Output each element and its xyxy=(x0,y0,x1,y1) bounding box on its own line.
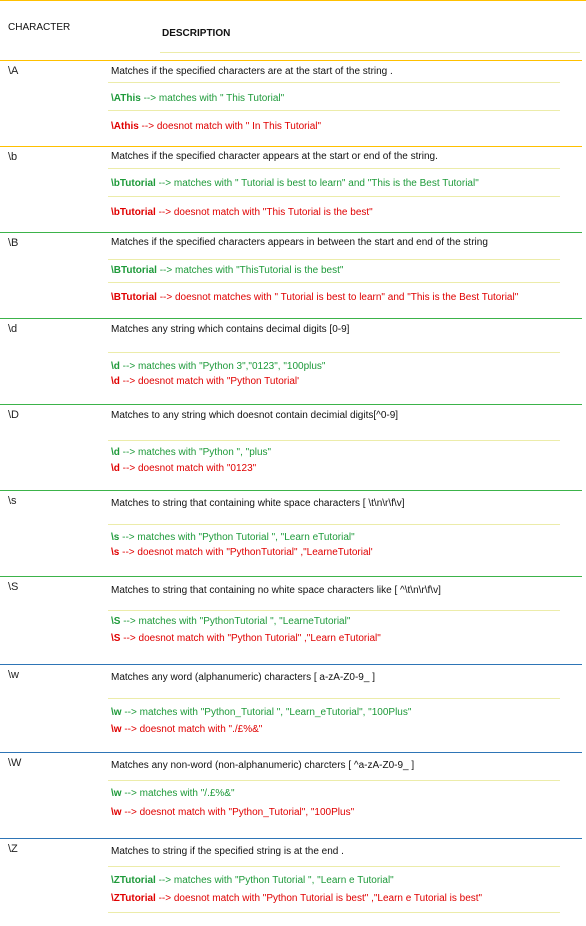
nomatch-text: --> doesnot match with "This Tutorial is the best" xyxy=(155,207,373,218)
character-cell: \s xyxy=(8,495,17,507)
match-example xyxy=(111,361,325,372)
character-cell: \B xyxy=(8,237,19,249)
match-text: --> matches with "/.£%&" xyxy=(121,788,235,799)
nomatch-example xyxy=(111,207,373,218)
header-character: CHARACTER xyxy=(8,22,71,33)
match-code: \BTutorial xyxy=(111,265,157,276)
row-rule xyxy=(108,168,560,169)
match-code: \s xyxy=(111,532,120,543)
top-border xyxy=(0,0,586,1)
match-example xyxy=(111,875,394,886)
nomatch-text: --> doesnot match with "PythonTutorial" ,"LearneTutorial' xyxy=(119,547,373,558)
table-row xyxy=(0,60,586,146)
description-cell: Matches any non-word (non-alphanumeric) charcters [ ^a-zA-Z0-9_ ] xyxy=(111,760,415,771)
row-rule xyxy=(108,259,560,260)
table-row xyxy=(0,318,586,404)
row-rule xyxy=(108,698,560,699)
description-cell: Matches to string if the specified string is at the end . xyxy=(111,846,344,857)
row-divider xyxy=(0,404,582,405)
match-text: --> matches with " This Tutorial" xyxy=(140,93,285,104)
description-cell: Matches to string that containing white space characters [ \t\n\r\f\v] xyxy=(111,498,405,509)
row-rule xyxy=(108,196,560,197)
nomatch-code: \bTutorial xyxy=(111,207,156,218)
table-row xyxy=(0,232,586,318)
nomatch-code: \w xyxy=(111,724,122,735)
row-rule xyxy=(108,866,560,867)
match-code: \ZTutorial xyxy=(111,875,156,886)
nomatch-text: --> doesnot match with "./£%&" xyxy=(121,724,263,735)
row-divider xyxy=(0,838,582,839)
nomatch-text: --> doesnot match with "0123" xyxy=(119,463,257,474)
character-cell: \b xyxy=(8,151,18,163)
nomatch-text: --> doesnot match with " In This Tutorial" xyxy=(138,121,322,132)
row-rule xyxy=(108,352,560,353)
match-example xyxy=(111,178,479,189)
character-cell: \A xyxy=(8,65,19,77)
match-example xyxy=(111,788,235,799)
nomatch-code: \d xyxy=(111,463,120,474)
nomatch-example xyxy=(111,292,518,303)
row-divider xyxy=(0,490,582,491)
header-divider xyxy=(160,52,580,53)
match-example xyxy=(111,93,284,104)
nomatch-code: \d xyxy=(111,376,120,387)
match-code: \d xyxy=(111,447,120,458)
nomatch-text: --> doesnot match with "Python Tutorial' xyxy=(119,376,300,387)
nomatch-example xyxy=(111,547,373,558)
match-text: --> matches with "Python_Tutorial ", "Learn_eTutorial", "100Plus" xyxy=(121,707,412,718)
match-text: --> matches with "Python 3","0123", "100plus" xyxy=(119,361,326,372)
nomatch-example xyxy=(111,376,299,387)
row-divider xyxy=(0,232,582,233)
match-text: --> matches with "PythonTutorial ", "LearneTutorial" xyxy=(120,616,351,627)
match-text: --> matches with "ThisTutorial is the best" xyxy=(156,265,344,276)
description-cell: Matches if the specified characters appears in between the start and end of the string xyxy=(111,237,488,248)
row-rule xyxy=(108,780,560,781)
row-rule xyxy=(108,82,560,83)
match-text: --> matches with "Python Tutorial ", "Learn eTutorial" xyxy=(119,532,355,543)
nomatch-example xyxy=(111,121,321,132)
row-divider xyxy=(0,576,582,577)
nomatch-code: \ZTutorial xyxy=(111,893,156,904)
row-rule xyxy=(108,110,560,111)
character-cell: \D xyxy=(8,409,19,421)
nomatch-example xyxy=(111,633,381,644)
match-example xyxy=(111,447,271,458)
match-code: \S xyxy=(111,616,121,627)
match-code: \AThis xyxy=(111,93,141,104)
row-divider xyxy=(0,664,582,665)
character-cell: \S xyxy=(8,581,19,593)
character-cell: \W xyxy=(8,757,22,769)
row-rule xyxy=(108,524,560,525)
nomatch-code: \Athis xyxy=(111,121,139,132)
match-example xyxy=(111,707,411,718)
nomatch-text: --> doesnot match with "Python_Tutorial", "100Plus" xyxy=(121,807,355,818)
character-cell: \w xyxy=(8,669,19,681)
match-code: \bTutorial xyxy=(111,178,156,189)
match-example xyxy=(111,616,350,627)
match-text: --> matches with "Python ", "plus" xyxy=(119,447,272,458)
nomatch-text: --> doesnot matches with " Tutorial is best to learn" and "This is the Best Tutorial" xyxy=(156,292,519,303)
match-code: \w xyxy=(111,707,122,718)
nomatch-code: \w xyxy=(111,807,122,818)
match-code: \d xyxy=(111,361,120,372)
table-row xyxy=(0,838,586,924)
description-cell: Matches any word (alphanumeric) characters [ a-zA-Z0-9_ ] xyxy=(111,672,375,683)
description-cell: Matches to string that containing no white space characters like [ ^\t\n\r\f\v] xyxy=(111,585,441,596)
table-row xyxy=(0,404,586,490)
table-row xyxy=(0,146,586,232)
nomatch-code: \s xyxy=(111,547,120,558)
match-code: \w xyxy=(111,788,122,799)
row-rule xyxy=(108,610,560,611)
row-rule xyxy=(108,912,560,913)
nomatch-code: \BTutorial xyxy=(111,292,157,303)
description-cell: Matches to any string which doesnot contain decimial digits[^0-9] xyxy=(111,410,399,421)
nomatch-example xyxy=(111,893,482,904)
table-row xyxy=(0,664,586,750)
nomatch-text: --> doesnot match with "Python Tutorial is best" ,"Learn e Tutorial is best" xyxy=(155,893,483,904)
row-divider xyxy=(0,752,582,753)
character-cell: \Z xyxy=(8,843,18,855)
row-rule xyxy=(108,440,560,441)
nomatch-example xyxy=(111,724,262,735)
match-example xyxy=(111,532,355,543)
nomatch-text: --> doesnot match with "Python Tutorial" ,"Learn eTutorial" xyxy=(120,633,381,644)
nomatch-example xyxy=(111,463,256,474)
table-row xyxy=(0,490,586,576)
character-cell: \d xyxy=(8,323,18,335)
description-cell: Matches if the specified characters are at the start of the string . xyxy=(111,66,393,77)
row-divider xyxy=(0,60,582,61)
nomatch-example xyxy=(111,807,354,818)
row-rule xyxy=(108,282,560,283)
row-divider xyxy=(0,146,582,147)
nomatch-code: \S xyxy=(111,633,121,644)
row-divider xyxy=(0,318,582,319)
match-text: --> matches with " Tutorial is best to learn" and "This is the Best Tutorial" xyxy=(155,178,479,189)
description-cell: Matches any string which contains decimal digits [0-9] xyxy=(111,324,350,335)
match-example xyxy=(111,265,343,276)
table-row xyxy=(0,752,586,838)
description-cell: Matches if the specified character appears at the start or end of the string. xyxy=(111,151,438,162)
header-description: DESCRIPTION xyxy=(162,28,231,39)
table-row xyxy=(0,576,586,662)
match-text: --> matches with "Python Tutorial ", "Learn e Tutorial" xyxy=(155,875,394,886)
